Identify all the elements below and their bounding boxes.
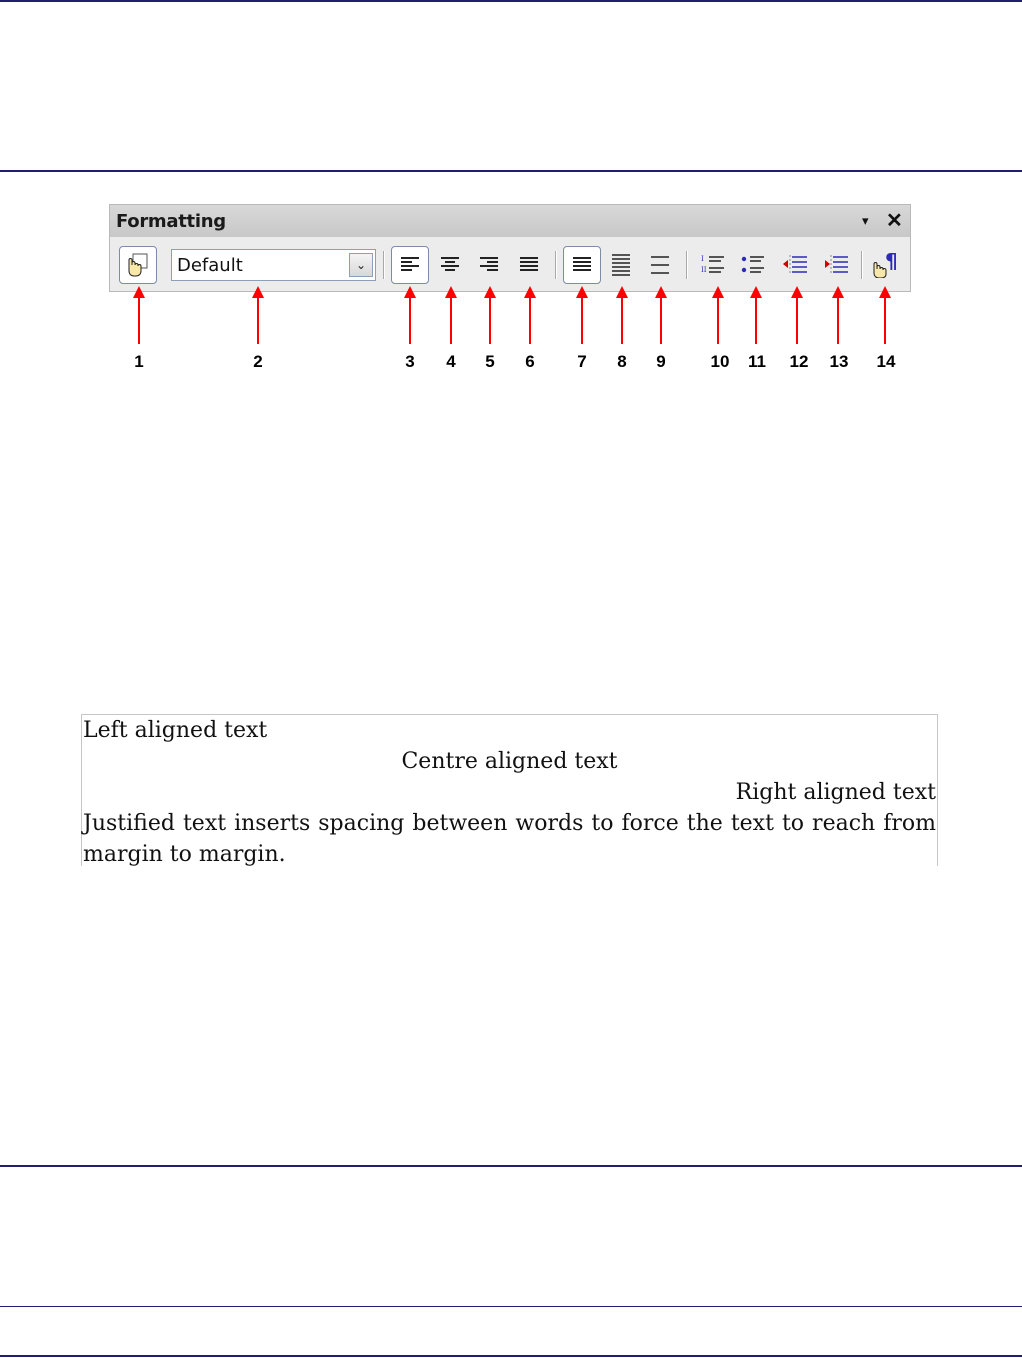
toolbar-title: Formatting [116, 211, 226, 232]
alignment-sample [81, 714, 938, 866]
paragraph-style-select[interactable] [171, 249, 376, 281]
callout-arrow [257, 288, 259, 344]
callout-number: 1 [134, 352, 144, 371]
line-spacing-1-icon [572, 255, 592, 275]
increase-indent-button[interactable] [817, 246, 855, 284]
toolbar-titlebar [110, 205, 910, 237]
bullets-button[interactable] [734, 246, 772, 284]
right-aligned-text: Right aligned text [735, 780, 936, 805]
callout-arrow [837, 288, 839, 344]
paragraph-button[interactable] [867, 246, 905, 284]
numbering-button[interactable] [694, 246, 732, 284]
line-spacing-2-icon [650, 254, 670, 276]
callout-number: 2 [253, 352, 263, 371]
toolbar-separator [555, 251, 557, 279]
callout-number: 12 [789, 352, 809, 371]
toolbar-buttons [110, 237, 910, 293]
callout-number: 3 [405, 352, 415, 371]
align-right-icon [479, 256, 499, 274]
decrease-indent-icon [782, 254, 808, 276]
callout-arrow [621, 288, 623, 344]
line-spacing-1-button[interactable] [563, 246, 601, 284]
callout-arrow [409, 288, 411, 344]
style-value: Default [177, 255, 243, 276]
callout-arrow [884, 288, 886, 344]
toolbar-separator [861, 251, 863, 279]
callout-number: 5 [485, 352, 495, 371]
svg-text:II: II [701, 266, 707, 274]
callout-number: 13 [829, 352, 849, 371]
callout-number: 11 [748, 352, 766, 371]
align-center-button[interactable] [431, 246, 469, 284]
callout-number: 6 [525, 352, 535, 371]
callout-arrow [489, 288, 491, 344]
callout-arrow [138, 288, 140, 344]
callout-arrow [660, 288, 662, 344]
callout-arrow [581, 288, 583, 344]
hand-style-icon [125, 252, 151, 278]
justified-text: Justified text inserts spacing between words to force the text to reach from margin to margin. [83, 811, 936, 867]
toolbar-separator [686, 251, 688, 279]
line-spacing-1-5-button[interactable] [602, 246, 640, 284]
centre-aligned-text: Centre aligned text [401, 749, 618, 774]
decrease-indent-button[interactable] [776, 246, 814, 284]
callout-arrow [450, 288, 452, 344]
line-spacing-1-5-icon [611, 253, 631, 277]
callout-number: 8 [617, 352, 627, 371]
footer-rule [0, 1306, 1022, 1307]
chevron-down-icon[interactable]: ⌄ [349, 253, 373, 277]
formatting-toolbar [109, 204, 911, 292]
callout-number: 7 [577, 352, 587, 371]
header-rule [0, 170, 1022, 172]
justify-icon [519, 256, 539, 274]
toolbar-separator [383, 251, 385, 279]
align-center-icon [440, 256, 460, 274]
align-right-button[interactable] [470, 246, 508, 284]
callout-number: 9 [656, 352, 666, 371]
increase-indent-icon [823, 254, 849, 276]
pilcrow-hand-icon [872, 252, 900, 278]
callout-number: 4 [446, 352, 456, 371]
callout-arrow [717, 288, 719, 344]
left-aligned-text: Left aligned text [83, 718, 268, 743]
apply-style-button[interactable] [119, 246, 157, 284]
callout-arrow [529, 288, 531, 344]
bottom-rule [0, 1355, 1022, 1357]
numbering-icon [701, 254, 725, 276]
top-rule [0, 0, 1022, 2]
callout-number: 10 [710, 352, 730, 371]
callout-arrow [755, 288, 757, 344]
svg-text:I: I [701, 255, 704, 263]
callout-number: 14 [876, 352, 896, 371]
callout-arrow [796, 288, 798, 344]
close-icon[interactable]: ✕ [886, 210, 903, 232]
align-left-icon [400, 256, 420, 274]
toolbar-menu-icon[interactable]: ▾ [862, 213, 869, 228]
align-left-button[interactable] [391, 246, 429, 284]
line-spacing-2-button[interactable] [641, 246, 679, 284]
svg-text:¶: ¶ [885, 252, 898, 273]
section-rule [0, 1165, 1022, 1167]
bullets-icon [741, 254, 765, 276]
justify-button[interactable] [510, 246, 548, 284]
